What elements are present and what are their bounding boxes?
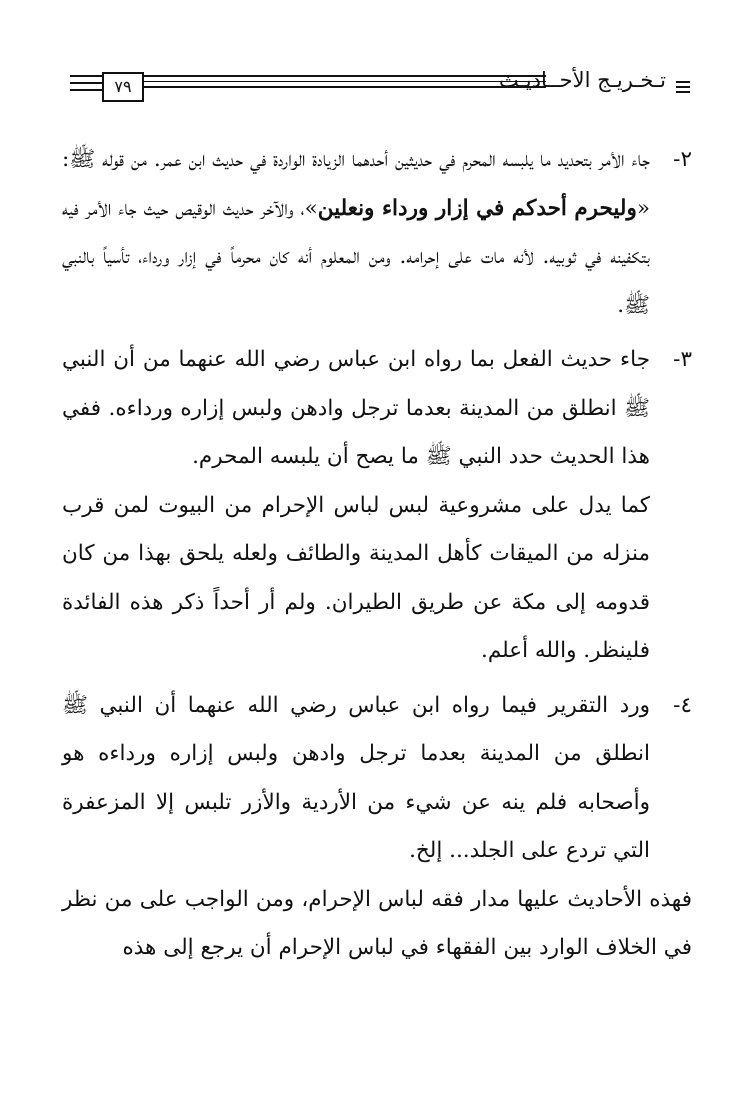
header-end-mark <box>676 81 690 96</box>
header-rule-bottom <box>142 86 546 88</box>
list-item-3 <box>62 336 692 482</box>
list-item-2 <box>62 136 692 330</box>
running-header <box>70 60 690 110</box>
header-rule-middle <box>142 81 546 82</box>
list-item-number: ٢- <box>673 147 692 172</box>
note-text: كما يدل على مشروعية لبس لباس الإحرام من البيوت لمن قرب منزله من الميقات كأهل المدينة والطائف ولعله يلحق بهذا من كان قدومه إلى مكة عن طريق الطيران. ولم أر أحداً ذكر هذه الفائدة فلينظر. والله أعلم. <box>62 492 650 663</box>
list-item-number: ٤- <box>673 692 692 718</box>
header-rule-left-top <box>70 75 102 77</box>
closing-paragraph <box>62 876 692 973</box>
item-text: ورد التقرير فيما رواه ابن عباس رضي الله عنهما أن النبي ﷺ انطلق من المدينة بعدما ترجل وادهن ولبس إزاره ورداءه هو وأصحابه فلم ينه عن شيء من الأردية والأزر تلبس إلا المزعفرة التي تردع على الجلد... إلخ. <box>62 692 650 863</box>
running-title: تـخـريـج الأحــاديـث <box>499 68 666 92</box>
hadith-quote: وليحرم أحدكم في إزار ورداء ونعلين <box>317 195 637 221</box>
item-text: جاء حديث الفعل بما رواه ابن عباس رضي الله عنهما من أن النبي ﷺ انطلق من المدينة بعدما ترجل وادهن ولبس إزاره ورداءه. ففي هذا الحديث حدد النبي ﷺ ما يصح أن يلبسه المحرم. <box>62 347 650 469</box>
page-number: ٧٩ <box>102 72 144 102</box>
list-item-4 <box>62 682 692 876</box>
list-item-number: ٣- <box>673 347 692 372</box>
header-rule-left-bottom <box>70 89 102 91</box>
closing-text: فهذه الأحاديث عليها مدار فقه لباس الإحرام، ومن الواجب على من نظر في الخلاف الوارد بين الفقهاء في لباس الإحرام أن يرجع إلى هذه <box>62 886 692 960</box>
note-paragraph <box>62 482 692 676</box>
header-rule-top <box>142 75 546 77</box>
header-rule-left-middle <box>70 82 102 84</box>
item-text-before-quote: جاء الأمر بتحديد ما يلبسه المحرم في حديثين أحدهما الزيادة الواردة في حديث ابن عمر. من قوله ﷺ: « <box>62 147 650 221</box>
page-body <box>62 136 692 973</box>
item-text-after-quote: »، والآخر حديث الوقيص حيث جاء الأمر فيه بتكفينه في ثوبيه. لأنه مات على إحرامه. ومن المعلوم أنه كان محرماً في إزار ورداء، تأسياً بالنبي ﷺ. <box>62 195 650 318</box>
